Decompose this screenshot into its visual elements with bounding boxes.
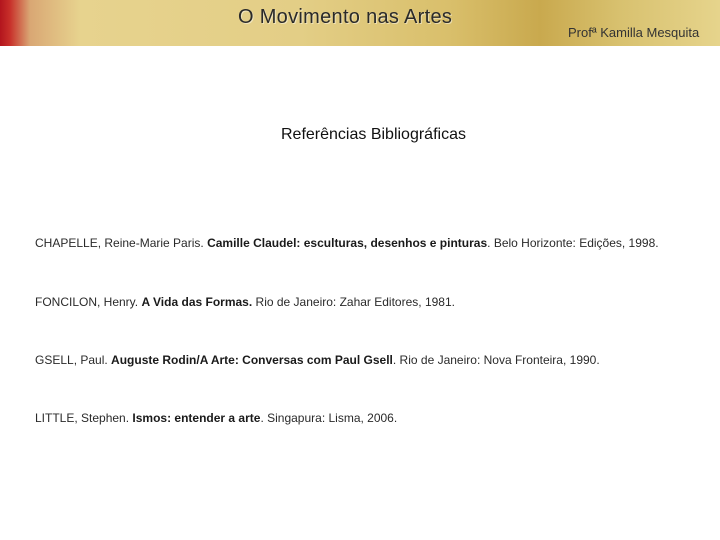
reference-author: LITTLE, Stephen. [35, 411, 133, 425]
reference-item [35, 411, 397, 425]
deck-title: O Movimento nas Artes [238, 6, 453, 28]
reference-author: GSELL, Paul. [35, 353, 112, 367]
reference-publication: . Rio de Janeiro: Nova Fronteira, 1990. [392, 353, 600, 367]
reference-work-title: Camille Claudel: esculturas, desenhos e pinturas [207, 236, 488, 250]
reference-item [35, 236, 659, 250]
reference-publication: . Singapura: Lisma, 2006. [260, 411, 398, 425]
reference-work-title: Auguste Rodin/A Arte: Conversas com Paul Gsell [111, 353, 393, 367]
reference-publication: . Belo Horizonte: Edições, 1998. [487, 236, 659, 250]
reference-author: CHAPELLE, Reine-Marie Paris. [35, 236, 208, 250]
reference-work-title: A Vida das Formas. [141, 295, 253, 309]
reference-item [35, 353, 600, 367]
reference-item [35, 295, 455, 309]
reference-publication: Rio de Janeiro: Zahar Editores, 1981. [252, 295, 455, 309]
section-heading: Referências Bibliográficas [281, 126, 466, 143]
reference-author: FONCILON, Henry. [35, 295, 142, 309]
author-name: Profª Kamilla Mesquita [568, 25, 700, 40]
reference-work-title: Ismos: entender a arte [132, 411, 261, 425]
